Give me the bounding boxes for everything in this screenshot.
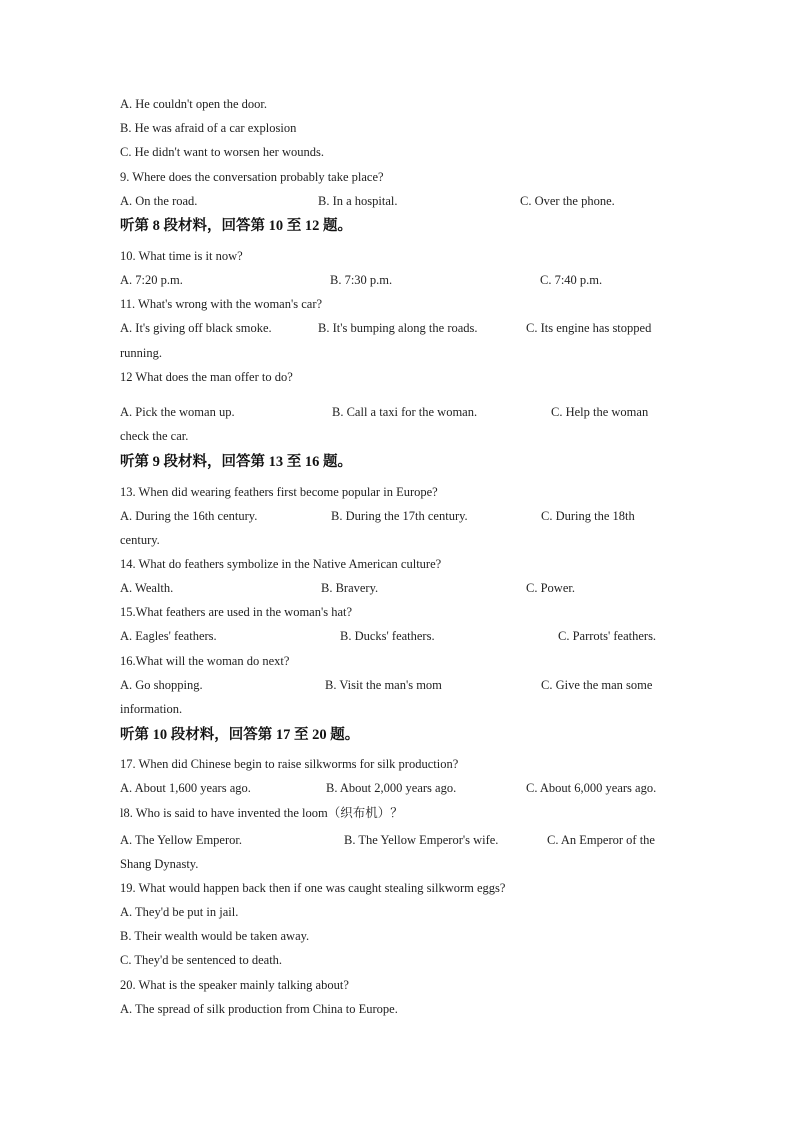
q9-option-a: A. On the road.: [120, 194, 198, 208]
q11-option-c: C. Its engine has stopped: [526, 321, 652, 335]
q18-option-c: C. An Emperor of the: [547, 833, 655, 847]
q13-option-c-continued: century.: [120, 533, 160, 547]
section-9-heading: 听第 9 段材料，回答第 13 至 16 题。: [120, 454, 352, 470]
q17-option-c: C. About 6,000 years ago.: [526, 781, 657, 795]
q19-option-c: C. They'd be sentenced to death.: [120, 953, 283, 967]
q17-option-a: A. About 1,600 years ago.: [120, 781, 251, 795]
section-8-heading: 听第 8 段材料，回答第 10 至 12 题。: [120, 218, 352, 234]
q13-option-a: A. During the 16th century.: [120, 509, 258, 523]
q15-option-b: B. Ducks' feathers.: [340, 629, 435, 643]
section-10-heading: 听第 10 段材料，回答第 17 至 20 题。: [120, 727, 360, 743]
q8-option-a: A. He couldn't open the door.: [120, 97, 268, 111]
q9-option-b: B. In a hospital.: [318, 194, 398, 208]
q16-question: 16.What will the woman do next?: [120, 654, 290, 668]
q11-option-b: B. It's bumping along the roads.: [318, 321, 478, 335]
q10-option-a: A. 7:20 p.m.: [120, 273, 183, 287]
q15-option-a: A. Eagles' feathers.: [120, 629, 217, 643]
q19-option-a: A. They'd be put in jail.: [120, 905, 239, 919]
q11-option-c-continued: running.: [120, 346, 163, 360]
q16-option-b: B. Visit the man's mom: [325, 678, 442, 692]
q14-option-a: A. Wealth.: [120, 581, 174, 595]
q14-option-b: B. Bravery.: [321, 581, 379, 595]
q15-question: 15.What feathers are used in the woman's hat?: [120, 605, 353, 619]
q14-question: 14. What do feathers symbolize in the Native American culture?: [120, 557, 442, 571]
q11-option-a: A. It's giving off black smoke.: [120, 321, 272, 335]
q12-option-c-continued: check the car.: [120, 429, 189, 443]
q10-option-b: B. 7:30 p.m.: [330, 273, 393, 287]
q16-option-c-continued: information.: [120, 702, 183, 716]
q19-question: 19. What would happen back then if one was caught stealing silkworm eggs?: [120, 881, 506, 895]
q19-option-b: B. Their wealth would be taken away.: [120, 929, 310, 943]
q8-option-b: B. He was afraid of a car explosion: [120, 121, 297, 135]
q20-question: 20. What is the speaker mainly talking about?: [120, 978, 349, 992]
q9-option-c: C. Over the phone.: [520, 194, 615, 208]
q18-question: l8. Who is said to have invented the loom（织布机）？: [120, 806, 403, 820]
q14-option-c: C. Power.: [526, 581, 575, 595]
q13-option-c: C. During the 18th: [541, 509, 635, 523]
q16-option-c: C. Give the man some: [541, 678, 653, 692]
q12-question: 12 What does the man offer to do?: [120, 370, 293, 384]
q10-option-c: C. 7:40 p.m.: [540, 273, 603, 287]
q18-option-b: B. The Yellow Emperor's wife.: [344, 833, 499, 847]
q13-option-b: B. During the 17th century.: [331, 509, 468, 523]
q16-option-a: A. Go shopping.: [120, 678, 203, 692]
q17-option-b: B. About 2,000 years ago.: [326, 781, 457, 795]
q12-option-c: C. Help the woman: [551, 405, 649, 419]
q15-option-c: C. Parrots' feathers.: [558, 629, 657, 643]
q20-option-a: A. The spread of silk production from China to Europe.: [120, 1002, 398, 1016]
q12-option-b: B. Call a taxi for the woman.: [332, 405, 478, 419]
q17-question: 17. When did Chinese begin to raise silkworms for silk production?: [120, 757, 459, 771]
q18-option-c-continued: Shang Dynasty.: [120, 857, 199, 871]
q11-question: 11. What's wrong with the woman's car?: [120, 297, 323, 311]
q8-option-c: C. He didn't want to worsen her wounds.: [120, 145, 324, 159]
q18-option-a: A. The Yellow Emperor.: [120, 833, 242, 847]
q9-question: 9. Where does the conversation probably take place?: [120, 170, 384, 184]
q13-question: 13. When did wearing feathers first become popular in Europe?: [120, 485, 438, 499]
q12-option-a: A. Pick the woman up.: [120, 405, 235, 419]
q10-question: 10. What time is it now?: [120, 249, 243, 263]
